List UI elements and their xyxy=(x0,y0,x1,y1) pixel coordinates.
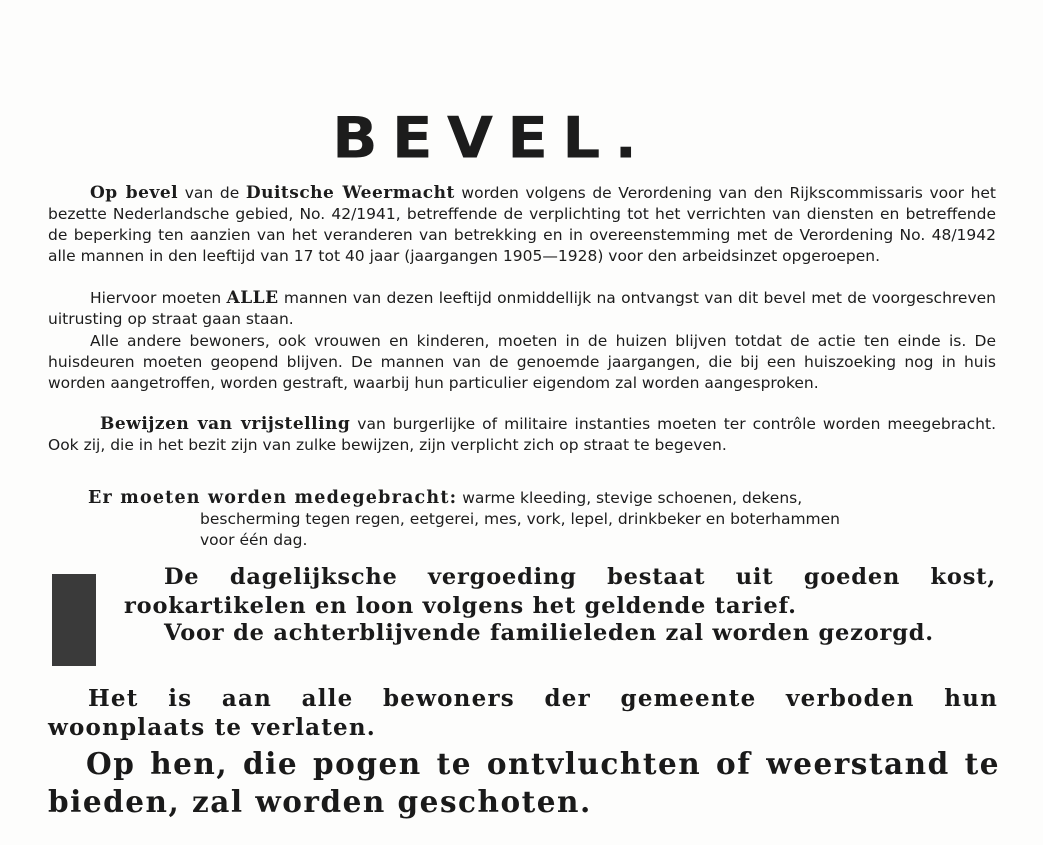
items-label: Er moeten worden medegebracht: xyxy=(88,488,458,508)
poster-title: BEVEL. xyxy=(332,105,652,172)
paragraph-exemptions xyxy=(48,414,996,456)
shooting-warning-paragraph: Op hen, die pogen te ontvluchten of weerstand te bieden, zal worden geschoten. xyxy=(48,746,1000,819)
compensation-paragraph: De dagelijksche vergoeding bestaat uit goeden kost, rookartikelen en loon volgens het geldende tarief. xyxy=(124,564,996,619)
order-lead: Op bevel xyxy=(90,183,179,203)
black-bar-marker xyxy=(52,574,96,666)
all-men-text-2: mannen van dezen leeftijd onmiddellijk na ontvangst van dit bevel met de voorgeschreven uitrusting op straat gaan staan. xyxy=(48,289,997,328)
leave-ban-paragraph: Het is aan alle bewoners der gemeente verboden hun woonplaats te verlaten. xyxy=(48,685,998,741)
wehrmacht-lead: Duitsche Weermacht xyxy=(245,183,455,203)
order-text-2: worden volgens de Verordening van den Rijkscommissaris voor het bezette Nederlandsche gebied, No. 42/1941, betreffende de verplichting tot het verrichten van diensten en betreffende de beperking ten aanzien van het veranderen van betrekking en in overeenstemming met de Verordening No. 48/1942 alle mannen in den leeftijd van 17 tot 40 jaar (jaargangen 1905—1928) voor den arbeidsinzet opgeroepen. xyxy=(48,184,997,265)
exemption-text: van burgerlijke of militaire instanties moeten ter contrôle worden meegebracht. Ook zij, die in het bezit zijn van zulke bewijzen, zijn verplicht zich op straat te begeven. xyxy=(48,415,996,454)
all-men-text-1: Hiervoor moeten xyxy=(90,289,227,307)
all-emphasis: ALLE xyxy=(226,288,279,308)
items-line-2: bescherming tegen regen, eetgerei, mes, vork, lepel, drinkbeker en boterhammen xyxy=(200,510,840,528)
paragraph-order xyxy=(48,183,996,267)
items-line-3: voor één dag. xyxy=(200,531,308,549)
items-line-1: warme kleeding, stevige schoenen, dekens, xyxy=(457,489,803,507)
items-to-bring xyxy=(88,488,998,551)
family-care-paragraph: Voor de achterblijvende familieleden zal worden gezorgd. xyxy=(164,620,934,646)
order-text-1: van de xyxy=(178,184,246,202)
paragraph-all-men xyxy=(48,288,996,330)
paragraph-residents: Alle andere bewoners, ook vrouwen en kinderen, moeten in de huizen blijven totdat de actie ten einde is. De huisdeuren moeten geopend blijven. De mannen van de genoemde jaargangen, die bij een huiszoeking nog in huis worden aangetroffen, worden gestraft, waarbij hun particulier eigendom zal worden aangesproken. xyxy=(48,332,996,392)
exemption-lead: Bewijzen van vrijstelling xyxy=(100,414,351,434)
